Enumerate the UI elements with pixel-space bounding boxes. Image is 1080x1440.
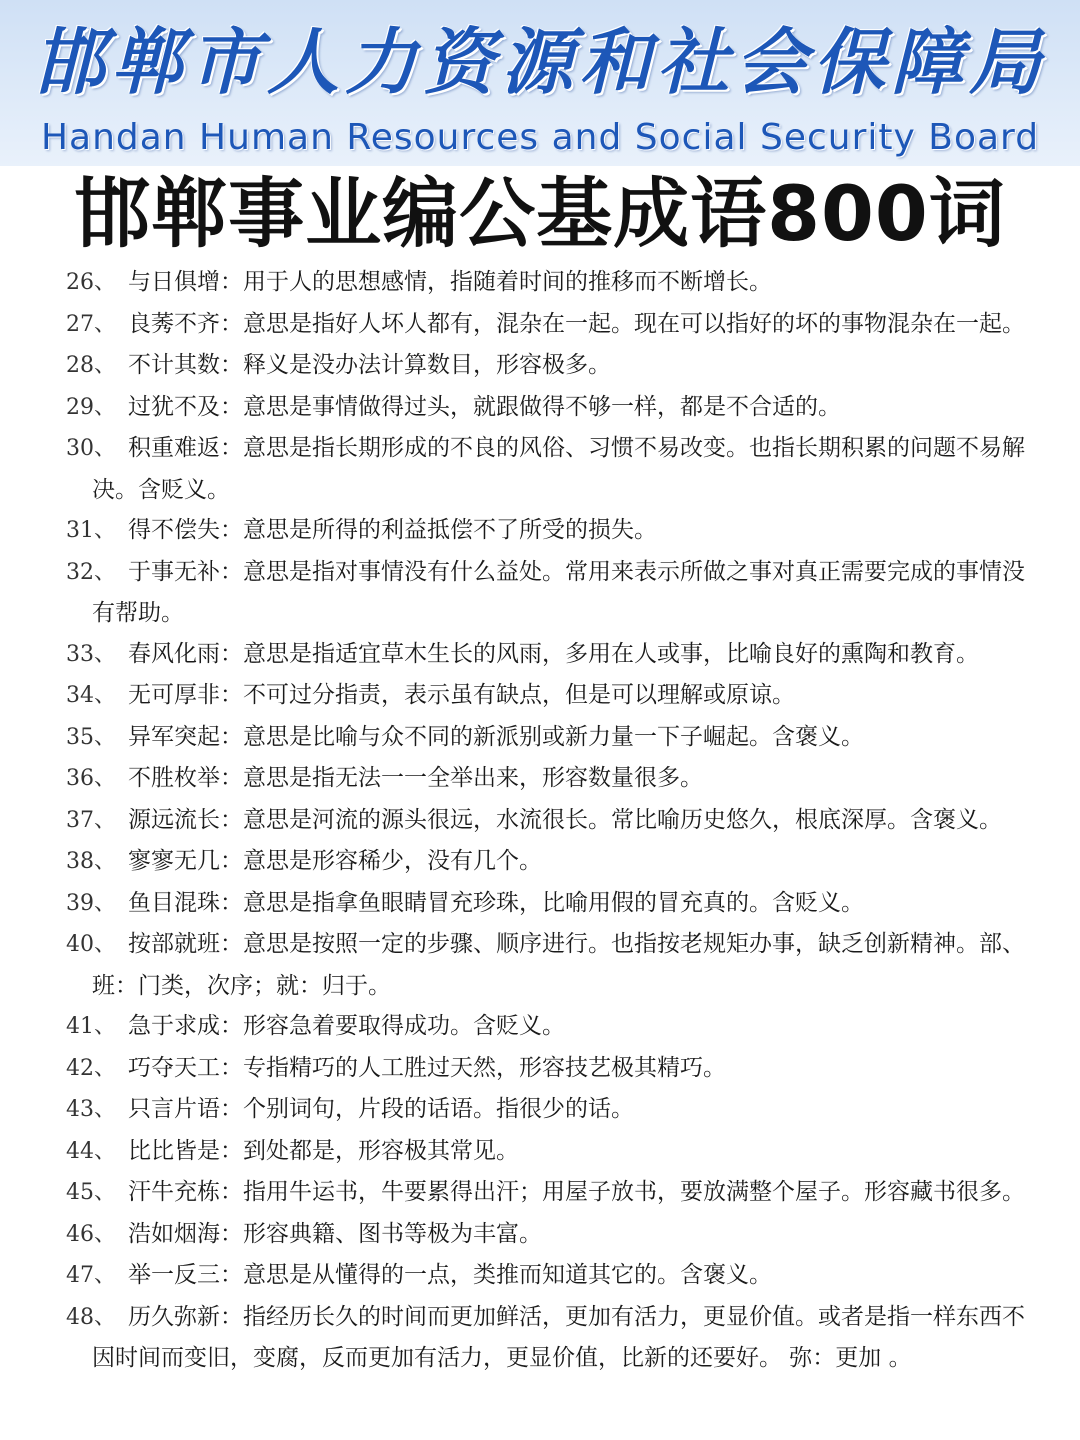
org-name-english: Handan Human Resources and Social Security Board [40,117,1040,158]
entry-number: 47、 [66,1263,116,1288]
entry-text: 举一反三：意思是从懂得的一点，类推而知道其它的。含褒义。 [128,1262,772,1288]
entry-number: 33、 [66,641,116,667]
idiom-entry [66,1255,1026,1297]
idiom-entry [66,717,1026,759]
entry-number: 36、 [66,766,116,791]
entry-number: 26、 [66,270,116,295]
idiom-entry [66,428,1026,510]
idiom-entry [66,387,1026,429]
entry-number: 46、 [66,1221,116,1247]
entry-text: 巧夺天工：专指精巧的人工胜过天然，形容技艺极其精巧。 [128,1054,726,1081]
entry-number: 48、 [66,1304,116,1330]
idiom-list [66,262,1026,1379]
idiom-entry [66,1172,1026,1214]
idiom-entry [66,262,1026,304]
idiom-entry [66,510,1026,552]
entry-number: 38、 [66,849,116,874]
idiom-entry [66,800,1026,842]
entry-text: 不胜枚举：意思是指无法一一全举出来，形容数量很多。 [128,765,703,791]
entry-number: 30、 [66,436,116,461]
idiom-entry [66,345,1026,387]
idiom-entry [66,1006,1026,1048]
entry-number: 34、 [66,683,116,708]
org-name: 邯郸市人力资源和社会保障局 [32,19,1047,104]
entry-text: 不计其数：释义是没办法计算数目，形容极多。 [128,352,611,378]
entry-text: 比比皆是：到处都是，形容极其常见。 [128,1137,519,1164]
entry-text: 春风化雨：意思是指适宜草木生长的风雨，多用在人或事，比喻良好的熏陶和教育。 [128,640,979,667]
entry-text: 积重难返：意思是指长期形成的不良的风俗、习惯不易改变。也指长期积累的问题不易解决。含贬义。 [92,435,1025,503]
entry-number: 31、 [66,518,116,543]
idiom-entry [66,1089,1026,1131]
idiom-entry [66,1131,1026,1173]
entry-text: 过犹不及：意思是事情做得过头，就跟做得不够一样，都是不合适的。 [128,393,841,420]
entry-text: 按部就班：意思是按照一定的步骤、顺序进行。也指按老规矩办事，缺乏创新精神。部、班：门类，次序；就：归于。 [92,931,1025,999]
entry-number: 40、 [66,932,116,957]
idiom-entry [66,924,1026,1006]
entry-number: 37、 [66,807,116,833]
entry-number: 45、 [66,1180,116,1205]
entry-text: 无可厚非：不可过分指责，表示虽有缺点，但是可以理解或原谅。 [128,682,795,708]
entry-number: 35、 [66,724,116,750]
idiom-entry [66,1048,1026,1090]
entry-number: 44、 [66,1138,116,1164]
idiom-entry [66,634,1026,676]
idiom-entry [66,1214,1026,1256]
entry-text: 良莠不齐：意思是指好人坏人都有，混杂在一起。现在可以指好的坏的事物混杂在一起。 [128,310,1025,337]
idiom-entry [66,883,1026,925]
entry-text: 急于求成：形容急着要取得成功。含贬义。 [128,1013,565,1039]
idiom-entry [66,1297,1026,1379]
entry-text: 历久弥新：指经历长久的时间而更加鲜活，更加有活力，更显价值。或者是指一样东西不因时间而变旧，变腐，反而更加有活力，更显价值，比新的还要好。 弥：更加 。 [92,1303,1025,1371]
entry-text: 于事无补：意思是指对事情没有什么益处。常用来表示所做之事对真正需要完成的事情没有帮助。 [92,558,1025,626]
entry-number: 39、 [66,890,116,916]
idiom-entry [66,675,1026,717]
entry-number: 32、 [66,559,116,585]
entry-text: 浩如烟海：形容典籍、图书等极为丰富。 [128,1220,542,1247]
entry-text: 汗牛充栋：指用牛运书，牛要累得出汗；用屋子放书，要放满整个屋子。形容藏书很多。 [128,1179,1025,1205]
header-banner [0,0,1080,166]
entry-number: 42、 [66,1055,116,1081]
entry-text: 只言片语：个别词句，片段的话语。指很少的话。 [128,1096,634,1122]
entry-number: 43、 [66,1097,116,1122]
idiom-entry [66,304,1026,346]
entry-text: 源远流长：意思是河流的源头很远，水流很长。常比喻历史悠久，根底深厚。含褒义。 [128,806,1002,833]
page-title: 邯郸事业编公基成语800词 [74,169,1006,258]
entry-number: 41、 [66,1014,116,1039]
entry-text: 与日俱增：用于人的思想感情，指随着时间的推移而不断增长。 [128,269,772,295]
entry-number: 29、 [66,394,116,420]
entry-number: 28、 [66,353,116,378]
idiom-entry [66,552,1026,634]
entry-text: 得不偿失：意思是所得的利益抵偿不了所受的损失。 [128,517,657,543]
idiom-entry [66,758,1026,800]
entry-number: 27、 [66,311,116,337]
idiom-entry [66,841,1026,883]
entry-text: 鱼目混珠：意思是指拿鱼眼睛冒充珍珠，比喻用假的冒充真的。含贬义。 [128,889,864,916]
entry-text: 异军突起：意思是比喻与众不同的新派别或新力量一下子崛起。含褒义。 [128,723,864,750]
entry-text: 寥寥无几：意思是形容稀少，没有几个。 [128,848,542,874]
